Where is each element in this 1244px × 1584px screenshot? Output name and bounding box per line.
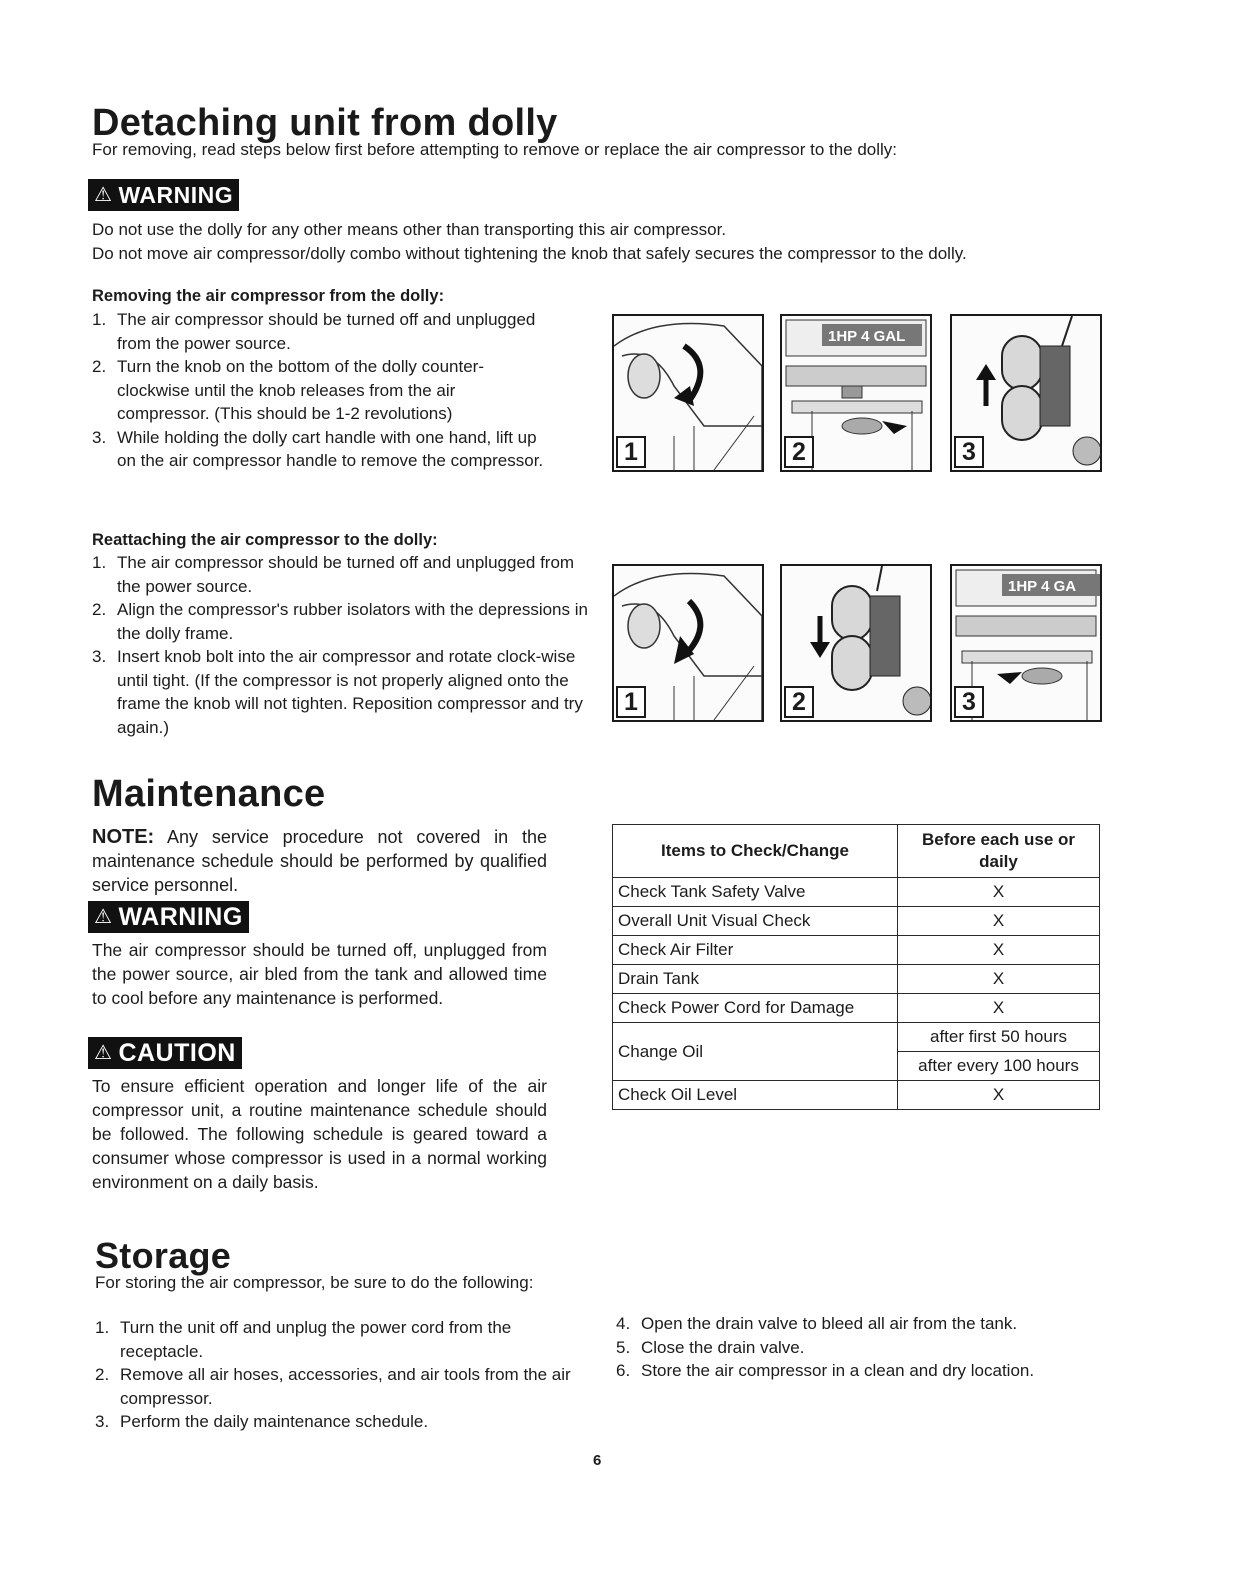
table-header-row <box>613 825 1100 878</box>
list-item: 2. Align the compressor's rubber isolators with the depressions in the dolly frame. <box>92 600 588 643</box>
table-cell-value: X <box>898 965 1100 994</box>
list-item: 1. Turn the unit off and unplug the power cord from the receptacle. <box>95 1318 512 1361</box>
caution-triangle-icon: ⚠ <box>94 1042 113 1064</box>
warning-triangle-icon: ⚠ <box>94 184 113 206</box>
note-text: Any service procedure not covered in the maintenance schedule should be performed by qualified service personnel. <box>92 827 547 895</box>
table-cell-value: X <box>898 936 1100 965</box>
note-label: NOTE: <box>92 826 155 848</box>
col-header-frequency: Before each use or daily <box>898 825 1100 878</box>
table-row <box>613 965 1100 994</box>
maintenance-schedule-table <box>612 824 1100 1110</box>
table-cell-value: X <box>898 907 1100 936</box>
label-1hp-4gal: 1HP 4 GAL <box>828 328 906 345</box>
list-item: 2. Turn the knob on the bottom of the dolly counter-clockwise until the knob releases from the air compressor. (This should be 1-2 revolutions) <box>92 357 484 423</box>
list-item: 3. While holding the dolly cart handle with one hand, lift up on the air compressor handle to remove the compressor. <box>92 427 544 470</box>
detach-intro: For removing, read steps below first before attempting to remove or replace the air compressor to the dolly: <box>92 140 898 159</box>
storage-steps-left <box>95 1316 575 1434</box>
list-item: 3. Perform the daily maintenance schedule. <box>95 1412 429 1431</box>
panel-number: 3 <box>954 686 984 718</box>
section-title-storage: Storage <box>95 1235 232 1276</box>
removing-heading: Removing the air compressor from the dolly: <box>92 287 445 305</box>
list-item: 6. Store the air compressor in a clean and dry location. <box>616 1361 1035 1380</box>
list-item: 1. The air compressor should be turned off and unplugged from the power source. <box>92 310 536 353</box>
table-cell-item: Overall Unit Visual Check <box>613 907 898 936</box>
maintenance-warning-text: The air compressor should be turned off, unplugged from the power source, air bled from the tank and allowed time to cool before any maintenance is performed. <box>92 940 547 1008</box>
table-cell-value: after every 100 hours <box>898 1052 1100 1081</box>
table-row <box>613 936 1100 965</box>
panel-number: 2 <box>784 686 814 718</box>
removing-panel-2-dolly-illustration <box>780 314 932 472</box>
table-row <box>613 907 1100 936</box>
table-cell-item: Check Air Filter <box>613 936 898 965</box>
table-cell-item: Check Oil Level <box>613 1081 898 1110</box>
table-row <box>613 994 1100 1023</box>
list-item: 2. Remove all air hoses, accessories, and air tools from the air compressor. <box>95 1365 571 1408</box>
reattaching-steps <box>92 551 592 739</box>
col-header-items: Items to Check/Change <box>613 825 898 878</box>
caution-label: CAUTION <box>118 1038 236 1067</box>
list-item: 5. Close the drain valve. <box>616 1337 805 1357</box>
detach-warning-line-1: Do not use the dolly for any other means other than transporting this air compressor. <box>92 220 727 239</box>
panel-number: 3 <box>954 436 984 468</box>
warning-badge <box>88 901 249 933</box>
removing-panel-1-knob-illustration <box>612 314 764 472</box>
list-item: 4. Open the drain valve to bleed all air from the tank. <box>616 1314 1018 1333</box>
panel-number: 2 <box>784 436 814 468</box>
panel-number: 1 <box>616 436 646 468</box>
table-row <box>613 878 1100 907</box>
maintenance-caution-text: To ensure efficient operation and longer life of the air compressor unit, a routine maintenance schedule should be followed. The following schedule is geared toward a consumer whose compressor is used in a normal working environment on a daily basis. <box>92 1076 547 1192</box>
removing-steps <box>92 308 547 473</box>
table-cell-value: X <box>898 878 1100 907</box>
reattaching-panel-2-lower-illustration <box>780 564 932 722</box>
detach-warning-line-2: Do not move air compressor/dolly combo without tightening the knob that safely secures the compressor to the dolly. <box>92 244 967 263</box>
warning-badge <box>88 179 239 211</box>
table-cell-item: Change Oil <box>613 1023 898 1081</box>
storage-intro: For storing the air compressor, be sure to do the following: <box>95 1273 534 1292</box>
table-cell-item: Check Power Cord for Damage <box>613 994 898 1023</box>
warning-label: WARNING <box>118 181 234 208</box>
warning-label: WARNING <box>118 902 243 931</box>
table-cell-value: after first 50 hours <box>898 1023 1100 1052</box>
reattaching-heading: Reattaching the air compressor to the dolly: <box>92 531 438 549</box>
storage-steps-right <box>616 1312 1116 1383</box>
list-item: 1. The air compressor should be turned off and unplugged from the power source. <box>92 553 575 596</box>
section-title-detaching: Detaching unit from dolly <box>92 102 558 144</box>
warning-triangle-icon: ⚠ <box>94 906 113 928</box>
table-cell-value: X <box>898 1081 1100 1110</box>
table-row <box>613 1081 1100 1110</box>
section-title-maintenance: Maintenance <box>92 773 326 815</box>
list-item: 3. Insert knob bolt into the air compressor and rotate clock-wise until tight. (If the compressor is not properly aligned onto the frame the knob will not tighten. Reposition compressor and try again.) <box>92 647 583 737</box>
reattaching-panel-1-knob-illustration <box>612 564 764 722</box>
table-row <box>613 1023 1100 1052</box>
page-number: 6 <box>593 1452 602 1469</box>
table-cell-item: Drain Tank <box>613 965 898 994</box>
caution-badge <box>88 1037 242 1069</box>
table-cell-item: Check Tank Safety Valve <box>613 878 898 907</box>
table-cell-value: X <box>898 994 1100 1023</box>
maintenance-note <box>92 825 547 897</box>
label-1hp-4ga: 1HP 4 GA <box>1008 578 1077 595</box>
reattaching-panel-3-dolly-illustration <box>950 564 1102 722</box>
panel-number: 1 <box>616 686 646 718</box>
removing-panel-3-lift-illustration <box>950 314 1102 472</box>
